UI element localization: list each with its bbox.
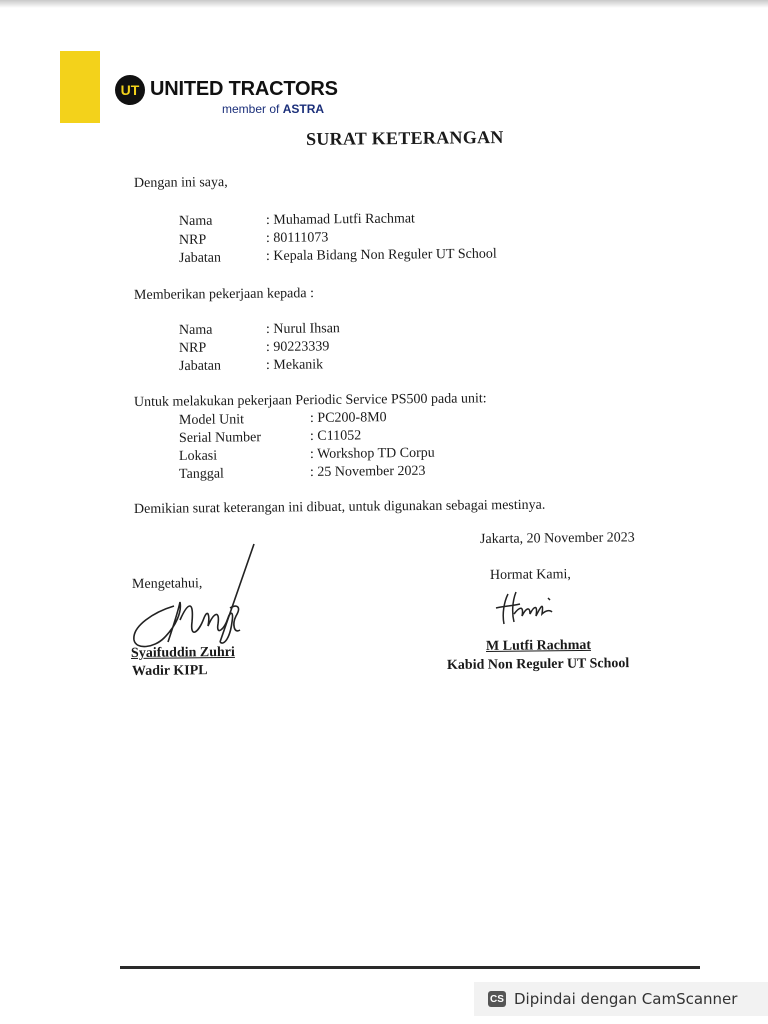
right-signer-name: M Lutfi Rachmat bbox=[485, 637, 592, 654]
scan-top-edge bbox=[0, 0, 768, 8]
task-date-label: Tanggal bbox=[178, 466, 224, 482]
member-group: ASTRA bbox=[282, 102, 325, 116]
right-signature-graphic bbox=[490, 588, 562, 628]
task-serial-value: : C11052 bbox=[309, 428, 362, 444]
task-location-value: : Workshop TD Corpu bbox=[309, 445, 435, 462]
right-signer-heading: Hormat Kami, bbox=[489, 567, 571, 583]
assignee-name-value: : Nurul Ihsan bbox=[265, 321, 340, 337]
issuer-name-value: : Muhamad Lutfi Rachmat bbox=[265, 211, 415, 228]
issuer-nrp-label: NRP bbox=[178, 232, 207, 248]
left-signer-heading: Mengetahui, bbox=[131, 576, 203, 592]
assignee-name-label: Nama bbox=[178, 322, 213, 338]
assign-intro-text: Memberikan pekerjaan kepada : bbox=[133, 286, 315, 303]
letter-page bbox=[58, 10, 710, 970]
camscanner-label: Dipindai dengan CamScanner bbox=[514, 990, 738, 1008]
left-signature-graphic bbox=[124, 542, 264, 654]
logo-mark-text: UT bbox=[120, 82, 140, 98]
document-title: SURAT KETERANGAN bbox=[305, 126, 504, 150]
assignee-position-label: Jabatan bbox=[178, 358, 222, 374]
task-serial-label: Serial Number bbox=[178, 430, 262, 446]
task-model-value: : PC200-8M0 bbox=[309, 410, 387, 426]
issuer-nrp-value: : 80111073 bbox=[265, 230, 329, 246]
yellow-tab bbox=[60, 51, 100, 123]
task-model-label: Model Unit bbox=[178, 412, 245, 428]
assignee-nrp-label: NRP bbox=[178, 340, 207, 356]
company-name: UNITED TRACTORS bbox=[150, 78, 338, 100]
right-signer-position: Kabid Non Reguler UT School bbox=[446, 656, 630, 673]
member-prefix: member of bbox=[222, 102, 280, 116]
task-date-value: : 25 November 2023 bbox=[309, 463, 426, 480]
task-intro-text: Untuk melakukan pekerjaan Periodic Service PS500 pada unit: bbox=[133, 391, 487, 410]
place-date: Jakarta, 20 November 2023 bbox=[479, 530, 635, 547]
member-of-line bbox=[222, 102, 324, 116]
closing-text: Demikian surat keterangan ini dibuat, untuk digunakan sebagai mestinya. bbox=[133, 497, 546, 517]
ut-logo-icon bbox=[114, 74, 146, 106]
issuer-name-label: Nama bbox=[178, 213, 213, 229]
camscanner-icon: CS bbox=[488, 991, 506, 1007]
assignee-position-value: : Mekanik bbox=[265, 357, 324, 373]
left-signer-name: Syaifuddin Zuhri bbox=[130, 644, 235, 661]
left-signer-position: Wadir KIPL bbox=[131, 663, 208, 679]
page-bottom-edge bbox=[120, 966, 700, 969]
intro-text: Dengan ini saya, bbox=[133, 175, 228, 191]
assignee-nrp-value: : 90223339 bbox=[265, 339, 330, 355]
issuer-position-label: Jabatan bbox=[178, 250, 222, 266]
task-location-label: Lokasi bbox=[178, 448, 218, 464]
camscanner-footer bbox=[474, 982, 768, 1016]
issuer-position-value: : Kepala Bidang Non Reguler UT School bbox=[265, 246, 497, 264]
